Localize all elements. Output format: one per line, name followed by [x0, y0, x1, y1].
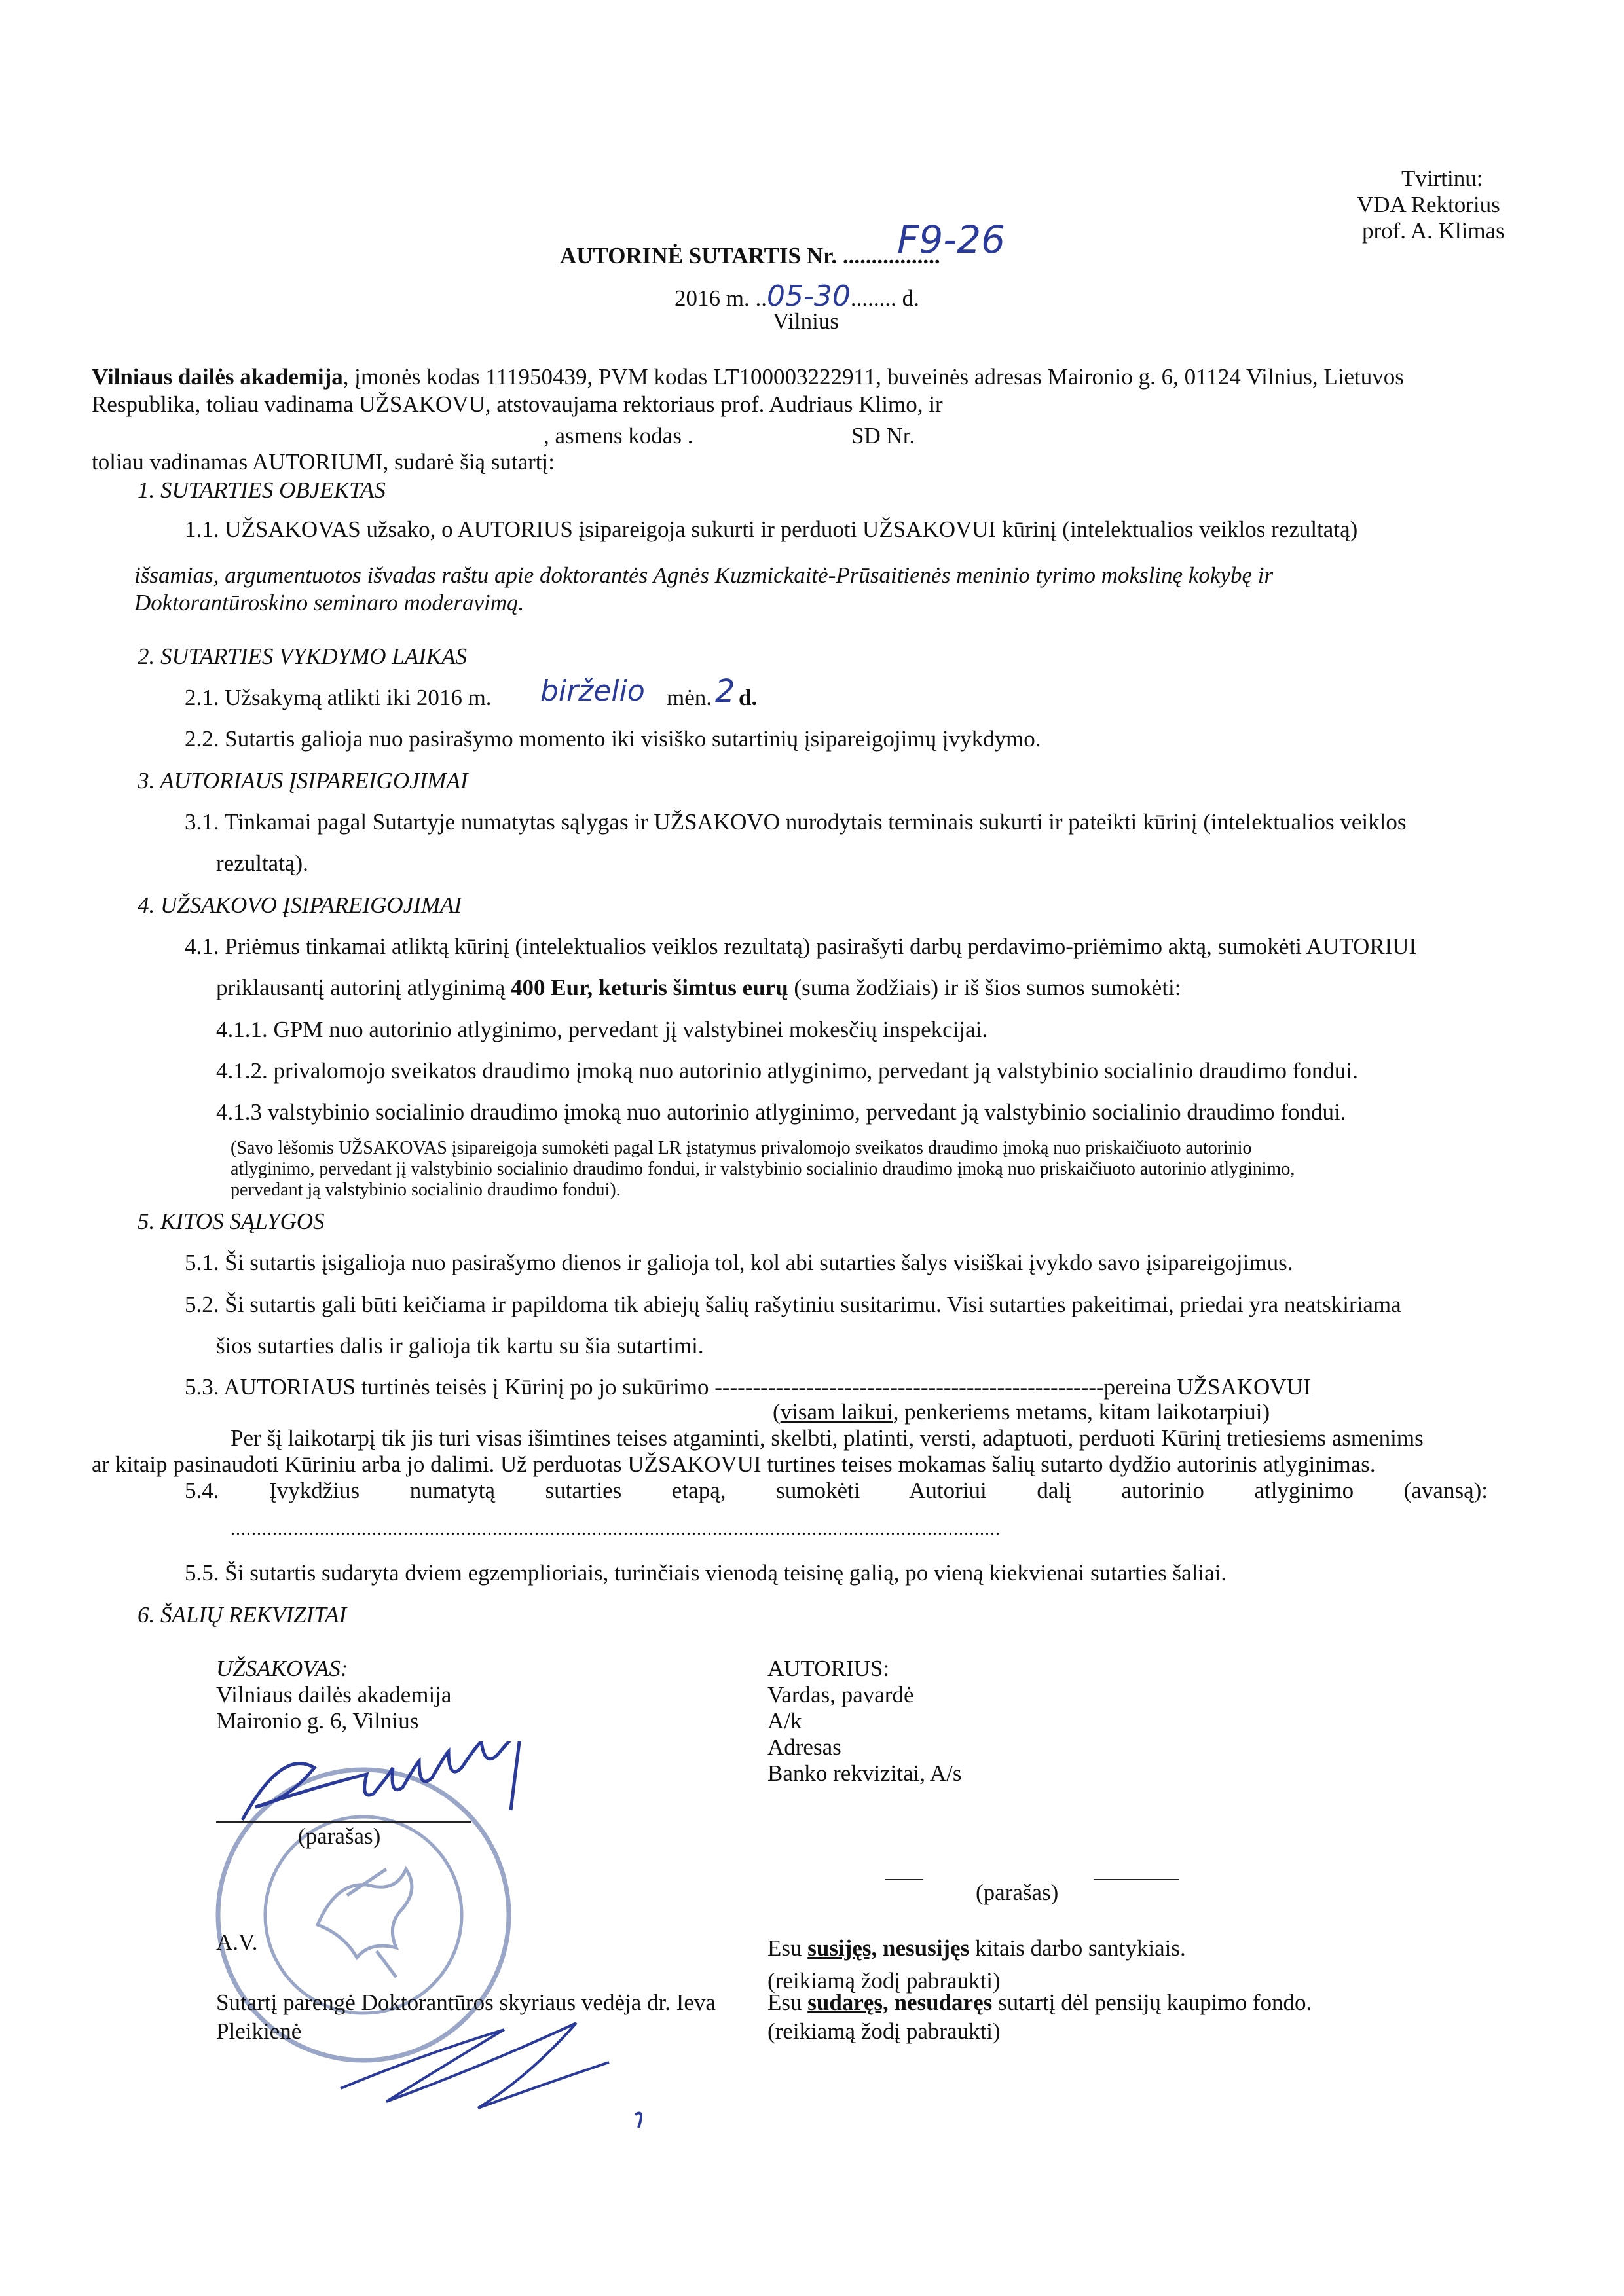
deadline-month-handwritten: birželio — [540, 674, 645, 708]
section-4-heading: 4. UŽSAKOVO ĮSIPAREIGOJIMAI — [138, 892, 462, 918]
author-signature-caption: (parašas) — [976, 1880, 1059, 1905]
employment-note: (reikiamą žodį pabraukti) — [767, 1968, 1001, 1994]
clause-5-1: 5.1. Ši sutartis įsigalioja nuo pasirašymo dienos ir galioja tol, kol abi sutarties šalys visiškai įvykdo savo įsipareigojimus. — [185, 1250, 1293, 1275]
pension-opt-other: nesudaręs — [894, 1990, 993, 2015]
author-label: AUTORIUS: — [767, 1656, 890, 1681]
deadline-men: mėn. — [667, 685, 712, 710]
approval-line-2: VDA Rektorius — [1357, 192, 1500, 217]
author-signature-line-right — [1094, 1879, 1179, 1880]
clause-5-3-line-2: Per šį laikotarpį tik jis turi visas išimtines teises atgaminti, skelbti, platinti, versti, adaptuoti, perduoti Kūrinį tretiesiems asmenims — [231, 1425, 1424, 1451]
pension-pre: Esu — [767, 1990, 808, 2015]
clause-1-1: 1.1. UŽSAKOVAS užsako, o AUTORIUS įsipareigoja sukurti ir perduoti UŽSAKOVUI kūrinį (intelektualios veiklos rezultatą) — [185, 517, 1358, 542]
clause-4-1-3: 4.1.3 valstybinio socialinio draudimo įmoką nuo autorinio atlyginimo, pervedant ją valstybinio socialinio draudimo fondui. — [216, 1099, 1346, 1125]
period-open: ( — [773, 1399, 781, 1425]
org-line-1-rest: , įmonės kodas 111950439, PVM kodas LT100003222911, buveinės adresas Maironio g. 6, 01124 Vilnius, Lietuvos — [342, 364, 1404, 390]
preparer-signature — [327, 1990, 668, 2128]
work-description-2: Doktorantūroskino seminaro moderavimą. — [134, 590, 525, 615]
clause-4-1-2: 4.1.2. privalomojo sveikatos draudimo įmoką nuo autorinio atlyginimo, pervedant ją valstybinio socialinio draudimo fondui. — [216, 1058, 1358, 1084]
client-label: UŽSAKOVAS: — [216, 1656, 348, 1681]
clause-4-1-line-1: 4.1. Priėmus tinkamai atliktą kūrinį (intelektualios veiklos rezultatą) pasirašyti darbų perdavimo-priėmimo aktą, sumokėti AUTORIUI — [185, 934, 1417, 959]
employment-pre: Esu — [767, 1935, 808, 1961]
date-prefix: 2016 m. .. — [674, 285, 767, 311]
client-signature-caption: (parašas) — [298, 1823, 381, 1849]
contract-title-prefix: AUTORINĖ SUTARTIS Nr. ................. — [560, 243, 940, 268]
insurance-note-1: (Savo lėšomis UŽSAKOVAS įsipareigoja sumokėti pagal LR įstatymus privalomojo sveikatos draudimo įmoką nuo priskaičiuoto autorinio — [231, 1138, 1252, 1158]
employment-opt-selected: susijęs, — [807, 1935, 877, 1961]
fee-text-post: (suma žodžiais) ir iš šios sumos sumokėti: — [794, 975, 1181, 1000]
work-description-1: išsamias, argumentuotos išvadas raštu apie doktorantės Agnės Kuzmickaitė-Prūsaitienės meninio tyrimo mokslinę kokybę ir — [134, 562, 1274, 588]
author-address-field: Adresas — [767, 1734, 841, 1760]
prepared-by-line-1: Sutartį parengė Doktorantūros skyriaus vedėja dr. Ieva — [216, 1990, 716, 2015]
clause-5-4-blank: ................................................................................................................................................... — [231, 1519, 1001, 1539]
clause-3-1-line-1: 3.1. Tinkamai pagal Sutartyje numatytas sąlygas ir UŽSAKOVO nurodytais terminais sukurti ir pateikti kūrinį (intelektualios veiklos — [185, 809, 1407, 835]
period-selected: visam laikui — [780, 1399, 893, 1425]
prepared-by-line-2: Pleikienė — [216, 2018, 302, 2044]
parties-line-2: Respublika, toliau vadinama UŽSAKOVU, atstovaujama rektoriaus prof. Audriaus Klimo, ir — [92, 392, 943, 417]
clause-5-3-line-3: ar kitaip pasinaudoti Kūriniu arba jo dalimi. Už perduotas UŽSAKOVUI turtines teises mokamas šalių sutarto dydžio autorinis atlyginimas. — [92, 1451, 1376, 1477]
author-name-field: Vardas, pavardė — [767, 1682, 914, 1707]
contract-number-handwritten: F9-26 — [897, 217, 1005, 262]
clause-5-2-line-2: šios sutarties dalis ir galioja tik kartu su šia sutartimi. — [216, 1333, 704, 1358]
section-6-heading: 6. ŠALIŲ REKVIZITAI — [138, 1602, 347, 1628]
contract-city: Vilnius — [773, 308, 839, 334]
clause-3-1-line-2: rezultatą). — [216, 850, 308, 876]
approval-line-1: Tvirtinu: — [1401, 166, 1483, 191]
date-suffix: ........ d. — [850, 285, 919, 311]
clause-4-1-line-2 — [216, 974, 1181, 1002]
client-signature — [216, 1741, 583, 1840]
author-signature-line-left — [885, 1879, 923, 1880]
pension-post: sutartį dėl pensijų kaupimo fondo. — [992, 1990, 1312, 2015]
approval-line-3: prof. A. Klimas — [1362, 218, 1505, 244]
section-3-heading: 3. AUTORIAUS ĮSIPAREIGOJIMAI — [138, 768, 468, 793]
client-name: Vilniaus dailės akademija — [216, 1682, 452, 1707]
deadline-d: d. — [739, 685, 758, 710]
insurance-note-2: atlyginimo, pervedant jį valstybinio socialinio draudimo fondui, ir valstybinio socialinio draudimo įmoką nuo priskaičiuoto autorinio atlyginimo, — [231, 1159, 1295, 1179]
author-id-line: , asmens kodas . — [544, 423, 693, 448]
fee-amount: 400 Eur, keturis šimtus eurų — [511, 975, 788, 1000]
clause-2-2: 2.2. Sutartis galioja nuo pasirašymo momento iki visiško sutartinių įsipareigojimų įvykdymo. — [185, 726, 1041, 752]
insurance-note-3: pervedant ją valstybinio socialinio draudimo fondui). — [231, 1180, 621, 1200]
period-rest: , penkeriems metams, kitam laikotarpiui) — [893, 1399, 1270, 1425]
author-bank-field: Banko rekvizitai, A/s — [767, 1760, 962, 1786]
org-name: Vilniaus dailės akademija — [92, 364, 343, 390]
clause-5-5: 5.5. Ši sutartis sudaryta dviem egzemplioriais, turinčiais vienodą teisinę galią, po vieną kiekvienai sutarties šaliai. — [185, 1560, 1227, 1586]
client-stamp-label: A.V. — [216, 1929, 258, 1955]
employment-opt-other: nesusijęs — [883, 1935, 970, 1961]
section-5-heading: 5. KITOS SĄLYGOS — [138, 1209, 325, 1234]
client-address: Maironio g. 6, Vilnius — [216, 1708, 419, 1734]
pension-opt-selected: sudaręs, — [807, 1990, 889, 2015]
transfer-period-options — [773, 1398, 1270, 1426]
contract-title — [560, 242, 940, 270]
parties-line-1 — [92, 363, 1404, 391]
clause-2-1-prefix: 2.1. Užsakymą atlikti iki 2016 m. — [185, 685, 492, 710]
clause-4-1-1: 4.1.1. GPM nuo autorinio atlyginimo, pervedant jį valstybinei mokesčių inspekcijai. — [216, 1017, 988, 1042]
fee-text-pre: priklausantį autorinį atlyginimą — [216, 975, 506, 1000]
clause-5-2-line-1: 5.2. Ši sutartis gali būti keičiama ir papildoma tik abiejų šalių rašytiniu susitarimu. Visi sutarties pakeitimai, priedai yra neatskiriama — [185, 1292, 1401, 1317]
date-handwritten: 05-30 — [766, 280, 851, 313]
author-sd-number: SD Nr. — [851, 423, 915, 448]
clause-5-3: 5.3. AUTORIAUS turtinės teisės į Kūrinį po jo sukūrimo ---------------------------------------------------pereina UŽSAKOVUI — [185, 1374, 1311, 1400]
pension-note: (reikiamą žodį pabraukti) — [767, 2018, 1001, 2044]
deadline-day-handwritten: 2 — [715, 673, 735, 710]
employment-status — [767, 1935, 1186, 1962]
pension-status — [767, 1989, 1312, 2016]
section-1-heading: 1. SUTARTIES OBJEKTAS — [138, 477, 386, 503]
parties-line-3: toliau vadinamas AUTORIUMI, sudarė šią sutartį: — [92, 449, 555, 475]
author-ak-field: A/k — [767, 1708, 802, 1734]
employment-post: kitais darbo santykiais. — [969, 1935, 1186, 1961]
section-2-heading: 2. SUTARTIES VYKDYMO LAIKAS — [138, 644, 467, 669]
clause-5-4: 5.4. Įvykdžius numatytą sutarties etapą, sumokėti Autoriui dalį autorinio atlyginimo (avansą): — [185, 1478, 1488, 1503]
clause-2-1 — [185, 684, 492, 712]
